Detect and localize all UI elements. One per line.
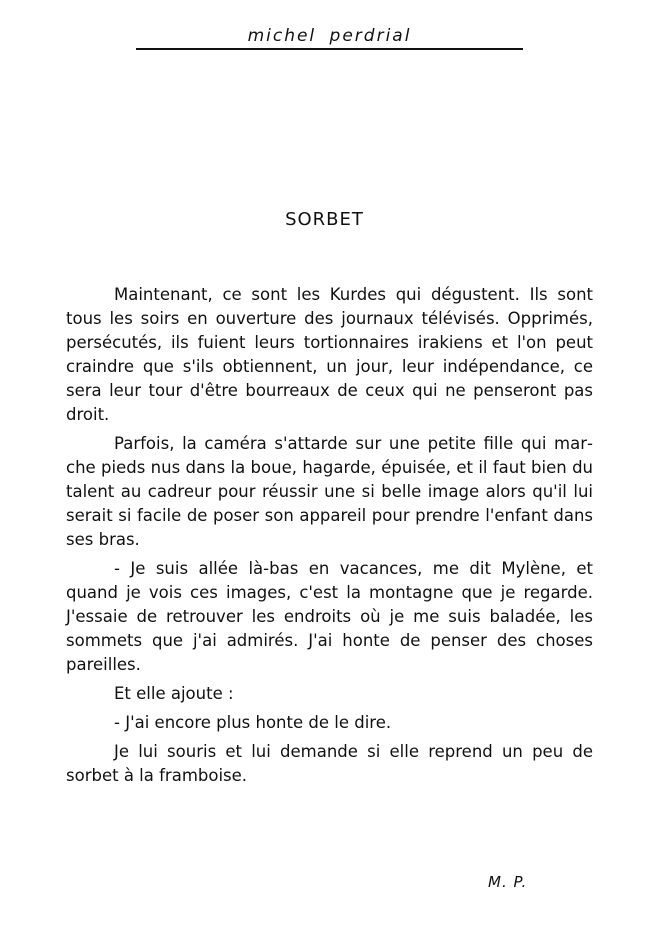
author-signature: M. P. xyxy=(488,873,528,891)
paragraph-1: Maintenant, ce sont les Kurdes qui dégustent. Ils sont tous les soirs en ouverture des journaux télévisés. Opprimés, persécutés, ils fuient leurs tortionnaires irakiens et l'on peut craindre que s'ils obtiennent, un jour, leur indépendance, ce sera leur tour d'être bourreaux de ceux qui ne penseront pas droit. xyxy=(66,285,593,424)
header-divider xyxy=(136,48,523,50)
article-title: SORBET xyxy=(285,209,364,230)
paragraph-6: Je lui souris et lui demande si elle reprend un peu de sorbet à la framboise. xyxy=(66,742,593,785)
paragraph-3: - Je suis allée là-bas en vacances, me dit Mylène, et quand je vois ces images, c'est la montagne que je regarde. J'essaie de retrouver les endroits où je me suis baladée, les sommets que j'ai admirés. J'ai honte de penser des choses pareilles. xyxy=(66,559,593,674)
paragraph-5: - J'ai encore plus honte de le dire. xyxy=(114,713,392,732)
paragraph-2: Parfois, la caméra s'attarde sur une petite fille qui marche pieds nus dans la boue, hagarde, épuisée, et il faut bien du talent au cadreur pour réussir une si belle image alors qu'il lui serait si facile de poser son appareil pour prendre l'enfant dans ses bras. xyxy=(66,434,593,549)
header-author-name: michel perdrial xyxy=(247,26,412,46)
article-body xyxy=(66,283,593,793)
paragraph-4: Et elle ajoute : xyxy=(114,684,234,703)
